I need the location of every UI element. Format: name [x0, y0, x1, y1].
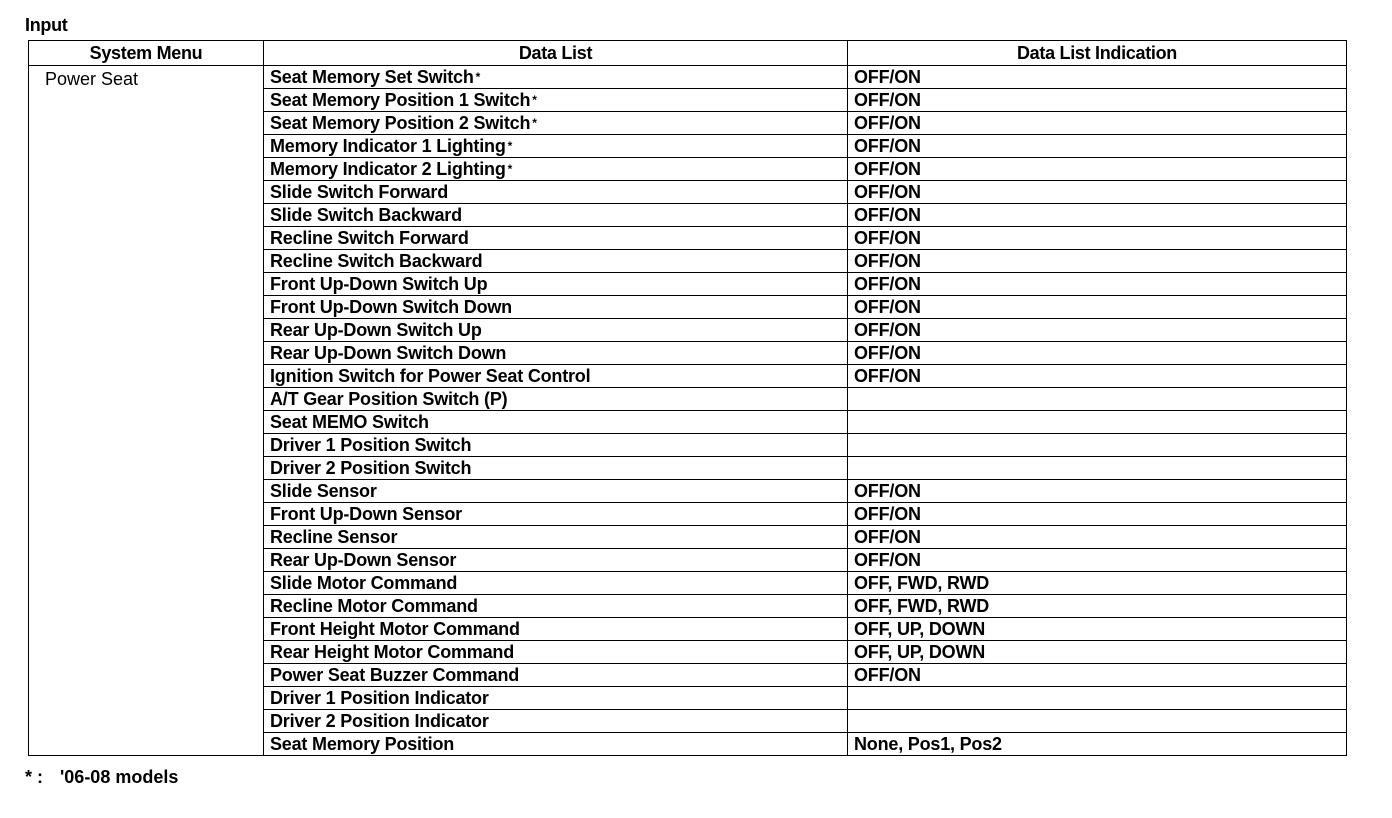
data-list-item-label: Front Up-Down Switch Up: [270, 274, 488, 294]
data-list-item-label: Driver 1 Position Indicator: [270, 688, 489, 708]
data-list-item: [264, 480, 848, 503]
data-list-item-label: Memory Indicator 1 Lighting: [270, 136, 506, 156]
data-list-item-label: Recline Motor Command: [270, 596, 478, 616]
data-list-indication: OFF, FWD, RWD: [848, 572, 1347, 595]
data-list-item: [264, 296, 848, 319]
data-list-item: [264, 434, 848, 457]
data-list-item: [264, 388, 848, 411]
header-data-list: Data List: [264, 41, 848, 66]
footnote-marker: *: [532, 93, 537, 107]
data-list-item-label: Driver 1 Position Switch: [270, 435, 472, 455]
data-list-indication: OFF/ON: [848, 503, 1347, 526]
data-list-indication: OFF/ON: [848, 319, 1347, 342]
data-list-item: [264, 342, 848, 365]
data-list-item: [264, 641, 848, 664]
data-list-item-label: Slide Motor Command: [270, 573, 458, 593]
data-list-item: [264, 250, 848, 273]
data-list-item-label: Slide Switch Forward: [270, 182, 449, 202]
footnote-marker: *: [532, 116, 537, 130]
data-list-item-label: Front Height Motor Command: [270, 619, 520, 639]
system-menu-cell: Power Seat: [29, 66, 264, 756]
data-list-indication: OFF/ON: [848, 273, 1347, 296]
data-list-item: [264, 158, 848, 181]
data-list-indication: OFF/ON: [848, 480, 1347, 503]
data-list-item: [264, 733, 848, 756]
data-list-indication: OFF/ON: [848, 227, 1347, 250]
data-list-item: [264, 411, 848, 434]
data-list-item: [264, 687, 848, 710]
data-list-item-label: Seat MEMO Switch: [270, 412, 429, 432]
data-list-indication: OFF/ON: [848, 158, 1347, 181]
header-indication: Data List Indication: [848, 41, 1347, 66]
data-list-indication: OFF/ON: [848, 250, 1347, 273]
data-list-item-label: Recline Switch Backward: [270, 251, 483, 271]
data-list-indication: OFF/ON: [848, 549, 1347, 572]
data-list-item-label: Front Up-Down Switch Down: [270, 297, 512, 317]
data-list-item-label: Ignition Switch for Power Seat Control: [270, 366, 591, 386]
data-list-indication: OFF, UP, DOWN: [848, 641, 1347, 664]
footnote-marker: *: [507, 139, 513, 153]
data-list-table: [28, 40, 1347, 756]
data-list-item: [264, 664, 848, 687]
data-list-item-label: Rear Up-Down Sensor: [270, 550, 457, 570]
data-list-indication: OFF/ON: [848, 204, 1347, 227]
data-list-item: [264, 135, 848, 158]
data-list-item-label: Slide Sensor: [270, 481, 377, 501]
data-list-item: [264, 595, 848, 618]
footnote-mark: * :: [25, 767, 43, 787]
data-list-item-label: A/T Gear Position Switch (P): [270, 389, 508, 409]
data-list-indication: [848, 710, 1347, 733]
data-list-indication: OFF/ON: [848, 181, 1347, 204]
data-list-item: [264, 181, 848, 204]
data-list-indication: OFF/ON: [848, 135, 1347, 158]
data-list-item: [264, 112, 848, 135]
data-list-item: [264, 572, 848, 595]
data-list-item: [264, 618, 848, 641]
data-list-item: [264, 319, 848, 342]
data-list-item: [264, 710, 848, 733]
data-list-item: [264, 526, 848, 549]
data-list-item: [264, 227, 848, 250]
footnote-text: '06-08 models: [60, 767, 179, 787]
data-list-indication: [848, 388, 1347, 411]
footnote-marker: *: [475, 70, 481, 84]
data-list-indication: OFF/ON: [848, 664, 1347, 687]
data-list-item: [264, 204, 848, 227]
data-list-item-label: Recline Switch Forward: [270, 228, 469, 248]
data-list-indication: OFF/ON: [848, 89, 1347, 112]
data-list-item: [264, 365, 848, 388]
data-list-indication: [848, 457, 1347, 480]
footnote: [25, 767, 178, 788]
data-list-indication: [848, 434, 1347, 457]
data-list-item-label: Seat Memory Position 2 Switch: [270, 113, 531, 133]
data-list-item-label: Front Up-Down Sensor: [270, 504, 462, 524]
data-list-indication: OFF/ON: [848, 296, 1347, 319]
data-list-indication: None, Pos1, Pos2: [848, 733, 1347, 756]
data-list-item-label: Rear Up-Down Switch Up: [270, 320, 482, 340]
data-list-item-label: Memory Indicator 2 Lighting: [270, 159, 506, 179]
data-list-item-label: Slide Switch Backward: [270, 205, 462, 225]
data-list-item-label: Seat Memory Position: [270, 734, 455, 754]
table-header-row: [29, 41, 1347, 66]
header-system-menu: System Menu: [29, 41, 264, 66]
data-list-indication: OFF/ON: [848, 66, 1347, 89]
data-list-indication: OFF/ON: [848, 112, 1347, 135]
data-list-indication: [848, 687, 1347, 710]
data-list-item-label: Rear Height Motor Command: [270, 642, 515, 662]
data-list-item-label: Rear Up-Down Switch Down: [270, 343, 507, 363]
data-list-item: [264, 89, 848, 112]
data-list-item-label: Recline Sensor: [270, 527, 398, 547]
data-list-item-label: Driver 2 Position Indicator: [270, 711, 489, 731]
data-list-item: [264, 273, 848, 296]
data-list-item: [264, 503, 848, 526]
data-list-item-label: Power Seat Buzzer Command: [270, 665, 520, 685]
data-list-item: [264, 66, 848, 89]
data-list-item: [264, 457, 848, 480]
data-list-item-label: Seat Memory Set Switch: [270, 67, 474, 87]
table-row: [29, 66, 1347, 89]
data-list-item-label: Driver 2 Position Switch: [270, 458, 472, 478]
table-body: [29, 66, 1347, 756]
footnote-marker: *: [507, 162, 513, 176]
section-title: Input: [25, 15, 68, 35]
data-list-indication: OFF, UP, DOWN: [848, 618, 1347, 641]
data-list-indication: OFF/ON: [848, 526, 1347, 549]
data-list-indication: OFF, FWD, RWD: [848, 595, 1347, 618]
data-list-indication: OFF/ON: [848, 342, 1347, 365]
data-list-indication: [848, 411, 1347, 434]
data-list-item: [264, 549, 848, 572]
data-list-indication: OFF/ON: [848, 365, 1347, 388]
data-list-item-label: Seat Memory Position 1 Switch: [270, 90, 531, 110]
